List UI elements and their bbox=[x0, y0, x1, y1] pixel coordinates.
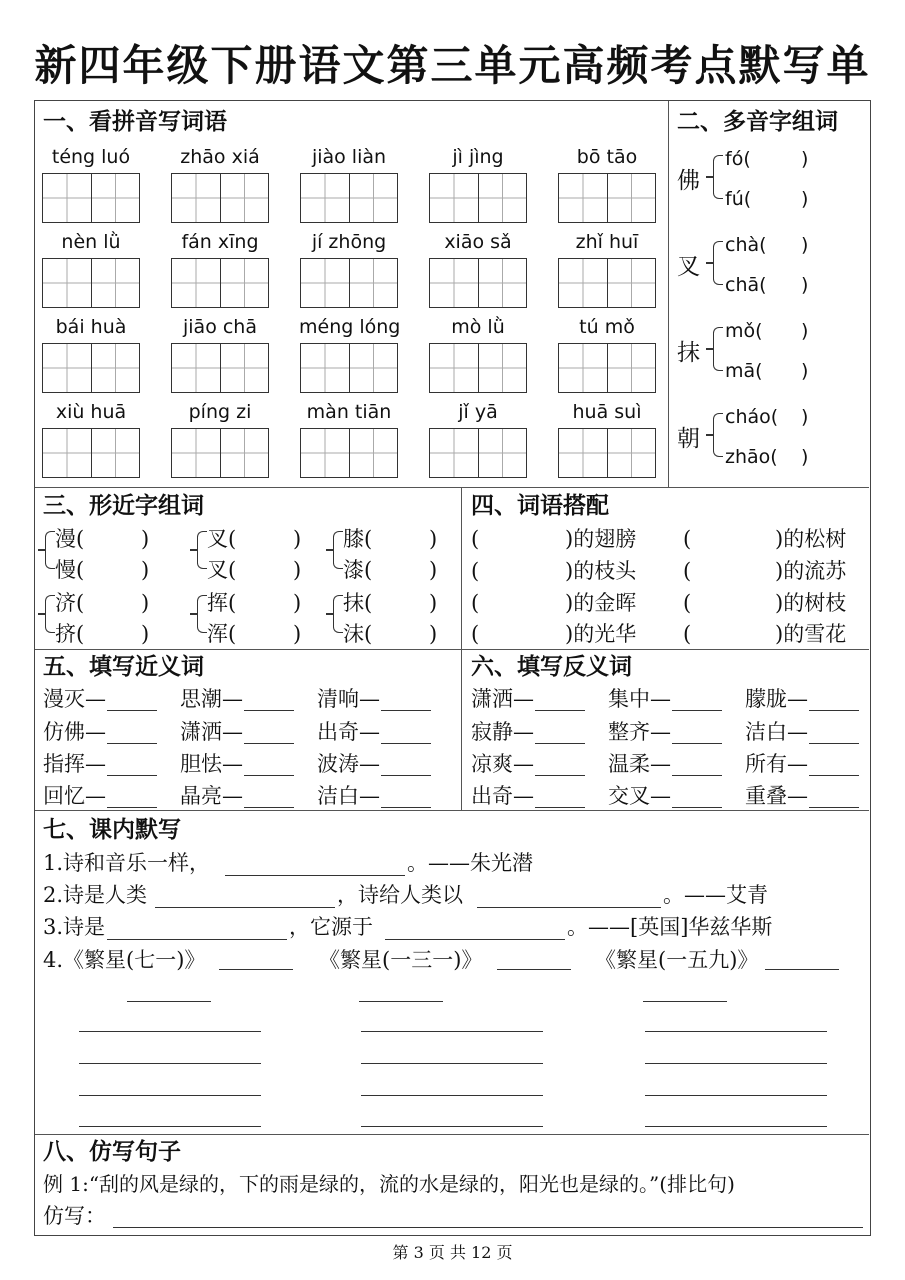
brace-icon bbox=[45, 531, 55, 569]
answer-line[interactable] bbox=[645, 1095, 827, 1096]
writing-grid[interactable] bbox=[300, 258, 398, 308]
divider bbox=[35, 810, 869, 811]
dictation-line-2-start: 2.诗是人类 bbox=[43, 883, 148, 907]
word-prompt: 交叉— bbox=[608, 784, 671, 808]
dictation-line-1-end: 。——朱光潜 bbox=[407, 851, 533, 875]
word-prompt: 漫灭— bbox=[43, 687, 106, 711]
word-prompt: 胆怯— bbox=[180, 752, 243, 776]
answer-blank[interactable] bbox=[244, 743, 294, 744]
grid-cell[interactable] bbox=[349, 429, 397, 477]
brace-icon bbox=[713, 327, 723, 371]
pinyin-label: bái huà bbox=[55, 316, 127, 338]
writing-grid[interactable] bbox=[429, 173, 527, 223]
close-paren: ) bbox=[429, 527, 438, 551]
answer-blank[interactable] bbox=[381, 743, 431, 744]
grid-cell[interactable] bbox=[172, 259, 220, 307]
answer-line[interactable] bbox=[79, 1126, 261, 1127]
word-prompt: 思潮— bbox=[180, 687, 243, 711]
grid-cell[interactable] bbox=[349, 344, 397, 392]
poem-title-2: 《繁星(一三一)》 bbox=[319, 948, 483, 972]
writing-grid[interactable] bbox=[171, 343, 269, 393]
collocation-phrase: )的枝头 bbox=[565, 559, 637, 583]
grid-cell[interactable] bbox=[607, 429, 655, 477]
grid-cell[interactable] bbox=[43, 429, 91, 477]
word-prompt: 回忆— bbox=[43, 784, 106, 808]
answer-blank[interactable] bbox=[809, 743, 859, 744]
section-3-heading: 三、形近字组词 bbox=[43, 492, 204, 519]
close-paren: ) bbox=[141, 558, 150, 582]
pinyin-label: jì jìng bbox=[452, 146, 504, 168]
writing-grid[interactable] bbox=[558, 428, 656, 478]
word-prompt: 晶亮— bbox=[180, 784, 243, 808]
answer-blank[interactable] bbox=[672, 710, 722, 711]
answer-blank[interactable] bbox=[107, 710, 157, 711]
poem-title-1: 4.《繁星(七一)》 bbox=[43, 948, 206, 972]
pinyin-label: téng luó bbox=[51, 146, 131, 168]
divider bbox=[35, 649, 869, 650]
imitation-answer-line[interactable] bbox=[113, 1227, 863, 1228]
grid-cell[interactable] bbox=[172, 344, 220, 392]
section-1-heading: 一、看拼音写词语 bbox=[43, 108, 227, 135]
answer-blank[interactable] bbox=[809, 710, 859, 711]
dictation-line-2-mid: ，诗给人类以 bbox=[337, 883, 463, 907]
divider bbox=[35, 1134, 869, 1135]
writing-grid[interactable] bbox=[558, 343, 656, 393]
grid-cell[interactable] bbox=[220, 429, 268, 477]
answer-blank[interactable] bbox=[244, 807, 294, 808]
answer-line[interactable] bbox=[79, 1063, 261, 1064]
polyphone-char: 抹 bbox=[677, 340, 700, 366]
answer-blank[interactable] bbox=[672, 743, 722, 744]
grid-cell[interactable] bbox=[349, 174, 397, 222]
grid-cell[interactable] bbox=[43, 344, 91, 392]
dictation-line-2-end: 。——艾青 bbox=[663, 883, 768, 907]
grid-cell[interactable] bbox=[559, 259, 607, 307]
pinyin-label: màn tiān bbox=[306, 401, 392, 423]
pinyin-label: xiāo sǎ bbox=[444, 231, 512, 253]
open-paren: ( bbox=[471, 622, 480, 646]
answer-line[interactable] bbox=[79, 1031, 261, 1032]
pinyin-label: méng lóng bbox=[299, 316, 401, 338]
grid-cell[interactable] bbox=[220, 344, 268, 392]
open-paren: ( bbox=[683, 591, 692, 615]
answer-blank[interactable] bbox=[809, 807, 859, 808]
writing-grid[interactable] bbox=[42, 258, 140, 308]
dictation-line-1-start: 1.诗和音乐一样， bbox=[43, 851, 211, 875]
divider bbox=[668, 101, 669, 487]
answer-line[interactable] bbox=[361, 1095, 543, 1096]
close-paren: ) bbox=[801, 360, 809, 382]
grid-cell[interactable] bbox=[172, 429, 220, 477]
grid-cell[interactable] bbox=[301, 429, 349, 477]
word-prompt: 整齐— bbox=[608, 720, 671, 744]
grid-cell[interactable] bbox=[559, 429, 607, 477]
close-paren: ) bbox=[141, 622, 150, 646]
collocation-phrase: )的光华 bbox=[565, 622, 637, 646]
reading-1: cháo( bbox=[725, 406, 779, 428]
grid-cell[interactable] bbox=[478, 344, 526, 392]
grid-cell[interactable] bbox=[301, 174, 349, 222]
word-prompt: 所有— bbox=[745, 752, 808, 776]
similar-char: 叉( bbox=[207, 527, 237, 551]
dictation-line-3-start: 3.诗是 bbox=[43, 915, 106, 939]
collocation-phrase: )的树枝 bbox=[775, 591, 847, 615]
answer-blank[interactable] bbox=[381, 775, 431, 776]
open-paren: ( bbox=[683, 622, 692, 646]
word-prompt: 指挥— bbox=[43, 752, 106, 776]
poem-title-3: 《繁星(一五九)》 bbox=[595, 948, 759, 972]
grid-cell[interactable] bbox=[172, 174, 220, 222]
answer-line[interactable] bbox=[645, 1031, 827, 1032]
grid-cell[interactable] bbox=[607, 344, 655, 392]
answer-blank[interactable] bbox=[107, 807, 157, 808]
grid-cell[interactable] bbox=[607, 259, 655, 307]
answer-blank[interactable] bbox=[385, 939, 565, 940]
close-paren: ) bbox=[429, 591, 438, 615]
similar-char: 慢( bbox=[55, 558, 85, 582]
similar-char: 漆( bbox=[343, 558, 373, 582]
pinyin-label: jí zhōng bbox=[311, 231, 387, 253]
answer-blank[interactable] bbox=[219, 969, 293, 970]
polyphone-char: 佛 bbox=[677, 168, 700, 194]
close-paren: ) bbox=[293, 527, 302, 551]
collocation-phrase: )的金晖 bbox=[565, 591, 637, 615]
word-prompt: 洁白— bbox=[745, 720, 808, 744]
divider bbox=[461, 487, 462, 810]
collocation-phrase: )的流苏 bbox=[775, 559, 847, 583]
grid-cell[interactable] bbox=[301, 259, 349, 307]
answer-blank[interactable] bbox=[535, 775, 585, 776]
worksheet-frame bbox=[34, 100, 871, 1236]
writing-grid[interactable] bbox=[171, 173, 269, 223]
word-prompt: 潇洒— bbox=[180, 720, 243, 744]
writing-grid[interactable] bbox=[42, 343, 140, 393]
brace-icon bbox=[197, 595, 207, 633]
similar-char: 漫( bbox=[55, 527, 85, 551]
word-prompt: 凉爽— bbox=[471, 752, 534, 776]
brace-icon bbox=[197, 531, 207, 569]
polyphone-char: 叉 bbox=[677, 254, 700, 280]
answer-line[interactable] bbox=[79, 1095, 261, 1096]
brace-icon bbox=[713, 413, 723, 457]
answer-blank[interactable] bbox=[155, 907, 335, 908]
collocation-phrase: )的松树 bbox=[775, 527, 847, 551]
answer-blank[interactable] bbox=[107, 775, 157, 776]
page-number: 第 3 页 共 12 页 bbox=[392, 1243, 513, 1262]
word-prompt: 集中— bbox=[608, 687, 671, 711]
pinyin-label: jiāo chā bbox=[183, 316, 257, 338]
open-paren: ( bbox=[471, 559, 480, 583]
writing-grid[interactable] bbox=[300, 343, 398, 393]
brace-icon bbox=[333, 531, 343, 569]
answer-blank[interactable] bbox=[672, 807, 722, 808]
writing-grid[interactable] bbox=[558, 173, 656, 223]
grid-cell[interactable] bbox=[91, 259, 139, 307]
word-prompt: 寂静— bbox=[471, 720, 534, 744]
grid-cell[interactable] bbox=[478, 174, 526, 222]
collocation-phrase: )的雪花 bbox=[775, 622, 847, 646]
grid-cell[interactable] bbox=[301, 344, 349, 392]
brace-icon bbox=[713, 155, 723, 199]
answer-line[interactable] bbox=[643, 1001, 727, 1002]
reading-1: mǒ( bbox=[725, 320, 763, 342]
section-7-heading: 七、课内默写 bbox=[43, 816, 181, 843]
word-prompt: 出奇— bbox=[471, 784, 534, 808]
grid-cell[interactable] bbox=[43, 259, 91, 307]
close-paren: ) bbox=[801, 188, 809, 210]
similar-char: 济( bbox=[55, 591, 85, 615]
grid-cell[interactable] bbox=[91, 429, 139, 477]
answer-line[interactable] bbox=[645, 1063, 827, 1064]
writing-grid[interactable] bbox=[42, 428, 140, 478]
pinyin-label: zhǐ huī bbox=[575, 231, 639, 253]
reading-2: mā( bbox=[725, 360, 763, 382]
writing-grid[interactable] bbox=[429, 428, 527, 478]
grid-cell[interactable] bbox=[349, 259, 397, 307]
answer-line[interactable] bbox=[127, 1001, 211, 1002]
similar-char: 浑( bbox=[207, 622, 237, 646]
grid-cell[interactable] bbox=[430, 259, 478, 307]
answer-blank[interactable] bbox=[809, 775, 859, 776]
answer-line[interactable] bbox=[361, 1031, 543, 1032]
pinyin-label: huā suì bbox=[572, 401, 642, 423]
polyphone-char: 朝 bbox=[677, 426, 700, 452]
pinyin-label: tú mǒ bbox=[579, 316, 635, 338]
answer-blank[interactable] bbox=[477, 907, 661, 908]
word-prompt: 重叠— bbox=[745, 784, 808, 808]
reading-1: chà( bbox=[725, 234, 767, 256]
grid-cell[interactable] bbox=[43, 174, 91, 222]
answer-blank[interactable] bbox=[535, 743, 585, 744]
open-paren: ( bbox=[683, 527, 692, 551]
writing-grid[interactable] bbox=[558, 258, 656, 308]
similar-char: 挤( bbox=[55, 622, 85, 646]
answer-line[interactable] bbox=[359, 1001, 443, 1002]
example-sentence: 例 1:“刮的风是绿的，下的雨是绿的，流的水是绿的，阳光也是绿的。”(排比句) bbox=[43, 1172, 735, 1196]
section-6-heading: 六、填写反义词 bbox=[471, 653, 632, 680]
answer-blank[interactable] bbox=[535, 807, 585, 808]
word-prompt: 温柔— bbox=[608, 752, 671, 776]
writing-grid[interactable] bbox=[300, 428, 398, 478]
answer-blank[interactable] bbox=[765, 969, 839, 970]
grid-cell[interactable] bbox=[220, 259, 268, 307]
reading-2: chā( bbox=[725, 274, 767, 296]
answer-blank[interactable] bbox=[497, 969, 571, 970]
word-prompt: 波涛— bbox=[317, 752, 380, 776]
answer-blank[interactable] bbox=[535, 710, 585, 711]
answer-blank[interactable] bbox=[225, 875, 405, 876]
grid-cell[interactable] bbox=[430, 429, 478, 477]
open-paren: ( bbox=[683, 559, 692, 583]
reading-2: fú( bbox=[725, 188, 752, 210]
page-title: 新四年级下册语文第三单元高频考点默写单 bbox=[34, 41, 871, 90]
pinyin-label: píng zi bbox=[188, 401, 252, 423]
writing-grid[interactable] bbox=[300, 173, 398, 223]
close-paren: ) bbox=[141, 527, 150, 551]
section-2-heading: 二、多音字组词 bbox=[677, 108, 838, 135]
dictation-line-3-mid: ，它源于 bbox=[289, 915, 373, 939]
brace-icon bbox=[45, 595, 55, 633]
grid-cell[interactable] bbox=[559, 344, 607, 392]
pinyin-label: zhāo xiá bbox=[180, 146, 260, 168]
answer-line[interactable] bbox=[361, 1063, 543, 1064]
grid-cell[interactable] bbox=[559, 174, 607, 222]
answer-blank[interactable] bbox=[672, 775, 722, 776]
pinyin-label: nèn lǜ bbox=[61, 231, 121, 253]
answer-blank[interactable] bbox=[107, 743, 157, 744]
grid-cell[interactable] bbox=[220, 174, 268, 222]
pinyin-label: jǐ yā bbox=[458, 401, 498, 423]
close-paren: ) bbox=[801, 406, 809, 428]
grid-cell[interactable] bbox=[91, 174, 139, 222]
dictation-line-3-end: 。——[英国]华兹华斯 bbox=[567, 915, 773, 939]
close-paren: ) bbox=[429, 558, 438, 582]
section-4-heading: 四、词语搭配 bbox=[471, 492, 609, 519]
pinyin-label: bō tāo bbox=[576, 146, 638, 168]
reading-2: zhāo( bbox=[725, 446, 778, 468]
writing-grid[interactable] bbox=[42, 173, 140, 223]
close-paren: ) bbox=[293, 622, 302, 646]
grid-cell[interactable] bbox=[91, 344, 139, 392]
close-paren: ) bbox=[801, 320, 809, 342]
collocation-phrase: )的翅膀 bbox=[565, 527, 637, 551]
brace-icon bbox=[713, 241, 723, 285]
similar-char: 抹( bbox=[343, 591, 373, 615]
grid-cell[interactable] bbox=[430, 344, 478, 392]
word-prompt: 出奇— bbox=[317, 720, 380, 744]
writing-grid[interactable] bbox=[429, 343, 527, 393]
close-paren: ) bbox=[801, 274, 809, 296]
section-5-heading: 五、填写近义词 bbox=[43, 653, 204, 680]
writing-grid[interactable] bbox=[171, 258, 269, 308]
answer-blank[interactable] bbox=[244, 775, 294, 776]
answer-blank[interactable] bbox=[244, 710, 294, 711]
word-prompt: 朦胧— bbox=[745, 687, 808, 711]
grid-cell[interactable] bbox=[607, 174, 655, 222]
pinyin-label: xiù huā bbox=[55, 401, 127, 423]
similar-char: 膝( bbox=[343, 527, 373, 551]
pinyin-label: fán xīng bbox=[181, 231, 259, 253]
close-paren: ) bbox=[141, 591, 150, 615]
grid-cell[interactable] bbox=[430, 174, 478, 222]
similar-char: 叉( bbox=[207, 558, 237, 582]
close-paren: ) bbox=[429, 622, 438, 646]
divider bbox=[35, 487, 869, 488]
brace-icon bbox=[333, 595, 343, 633]
word-prompt: 仿佛— bbox=[43, 720, 106, 744]
similar-char: 挥( bbox=[207, 591, 237, 615]
word-prompt: 清响— bbox=[317, 687, 380, 711]
grid-cell[interactable] bbox=[478, 429, 526, 477]
answer-line[interactable] bbox=[645, 1126, 827, 1127]
answer-blank[interactable] bbox=[381, 710, 431, 711]
similar-char: 沫( bbox=[343, 622, 373, 646]
close-paren: ) bbox=[801, 234, 809, 256]
grid-cell[interactable] bbox=[478, 259, 526, 307]
word-prompt: 洁白— bbox=[317, 784, 380, 808]
imitation-label: 仿写： bbox=[43, 1204, 106, 1228]
answer-line[interactable] bbox=[361, 1126, 543, 1127]
answer-blank[interactable] bbox=[381, 807, 431, 808]
open-paren: ( bbox=[471, 527, 480, 551]
writing-grid[interactable] bbox=[429, 258, 527, 308]
word-prompt: 潇洒— bbox=[471, 687, 534, 711]
section-8-heading: 八、仿写句子 bbox=[43, 1138, 181, 1165]
close-paren: ) bbox=[293, 558, 302, 582]
pinyin-label: mò lǜ bbox=[451, 316, 505, 338]
reading-1: fó( bbox=[725, 148, 751, 170]
open-paren: ( bbox=[471, 591, 480, 615]
close-paren: ) bbox=[801, 148, 809, 170]
answer-blank[interactable] bbox=[107, 939, 287, 940]
close-paren: ) bbox=[801, 446, 809, 468]
writing-grid[interactable] bbox=[171, 428, 269, 478]
close-paren: ) bbox=[293, 591, 302, 615]
pinyin-label: jiào liàn bbox=[311, 146, 387, 168]
